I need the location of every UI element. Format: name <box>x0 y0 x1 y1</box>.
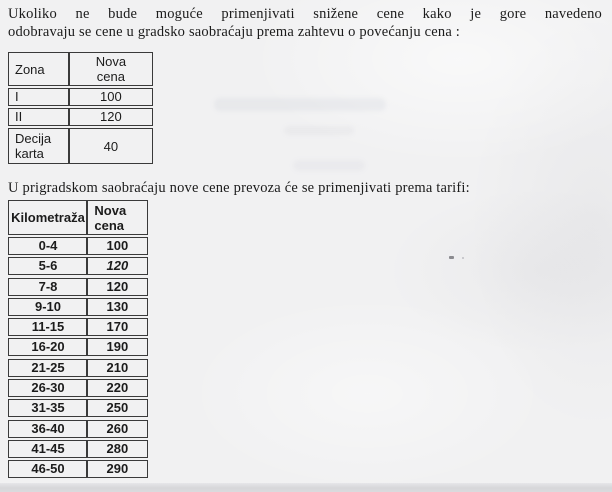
new-price-header-line1: Nova <box>94 202 127 218</box>
new-price-header-line2: cena <box>96 69 125 84</box>
table-row <box>8 318 148 336</box>
price-cell: 40 <box>68 128 153 164</box>
new-price-header-cell <box>86 200 148 235</box>
intro-line-1: Ukoliko ne bude moguće primenjivati snižene cene kako je gore navedeno <box>8 6 602 22</box>
price-cell: 120 <box>86 257 148 275</box>
zone-price-table <box>8 52 153 166</box>
table-row <box>8 460 148 478</box>
km-range-cell: 46-50 <box>8 460 88 478</box>
table-row <box>8 399 148 417</box>
price-cell: 120 <box>86 278 148 296</box>
table-row <box>8 359 148 377</box>
price-cell: 260 <box>86 420 148 438</box>
km-range-cell: 11-15 <box>8 318 88 336</box>
scan-artifact-speck <box>449 256 454 259</box>
table-row <box>8 88 153 106</box>
table-row <box>8 440 148 458</box>
new-price-header-cell <box>68 52 153 86</box>
table-row <box>8 298 148 316</box>
tariff-paragraph: U prigradskom saobraćaju nove cene prevoza će se primenjivati prema tarifi: <box>8 180 470 196</box>
price-cell: 100 <box>68 88 153 106</box>
table-row <box>8 278 148 296</box>
zone-cell: Decija karta <box>8 128 70 164</box>
kilometraza-price-table <box>8 200 148 481</box>
table-row <box>8 108 153 126</box>
km-range-cell: 7-8 <box>8 278 88 296</box>
price-cell: 210 <box>86 359 148 377</box>
bottom-scan-edge <box>0 483 612 492</box>
new-price-header-line2: cena <box>94 217 125 233</box>
table-row <box>8 128 153 164</box>
table-row <box>8 338 148 356</box>
km-range-cell: 16-20 <box>8 338 88 356</box>
intro-paragraph <box>8 5 602 41</box>
price-cell: 130 <box>86 298 148 316</box>
faded-stamp-smudge <box>284 126 354 135</box>
price-cell: 250 <box>86 399 148 417</box>
zone-table-header-row <box>8 52 153 86</box>
price-cell: 100 <box>86 237 148 255</box>
faded-stamp-smudge <box>214 98 386 111</box>
km-table-header-row <box>8 200 148 235</box>
price-cell: 120 <box>68 108 153 126</box>
zone-header-cell: Zona <box>8 52 70 86</box>
intro-line-2: odobravaju se cene u gradsko saobraćaju prema zahtevu o povećanju cena : <box>8 24 461 40</box>
km-range-cell: 41-45 <box>8 440 88 458</box>
price-cell: 290 <box>86 460 148 478</box>
km-range-cell: 21-25 <box>8 359 88 377</box>
price-cell: 190 <box>86 338 148 356</box>
table-row <box>8 257 148 275</box>
zone-cell: II <box>8 108 70 126</box>
km-range-cell: 36-40 <box>8 420 88 438</box>
km-range-cell: 9-10 <box>8 298 88 316</box>
table-row <box>8 237 148 255</box>
km-header-cell: Kilometraža <box>8 200 88 235</box>
price-cell: 170 <box>86 318 148 336</box>
km-range-cell: 0-4 <box>8 237 88 255</box>
zone-cell: I <box>8 88 70 106</box>
scan-artifact-speck <box>462 257 464 259</box>
km-range-cell: 31-35 <box>8 399 88 417</box>
km-range-cell: 5-6 <box>8 257 88 275</box>
new-price-header-line1: Nova <box>95 54 127 69</box>
price-cell: 220 <box>86 379 148 397</box>
price-cell: 280 <box>86 440 148 458</box>
table-row <box>8 420 148 438</box>
table-row <box>8 379 148 397</box>
km-range-cell: 26-30 <box>8 379 88 397</box>
faded-stamp-smudge <box>293 160 365 171</box>
